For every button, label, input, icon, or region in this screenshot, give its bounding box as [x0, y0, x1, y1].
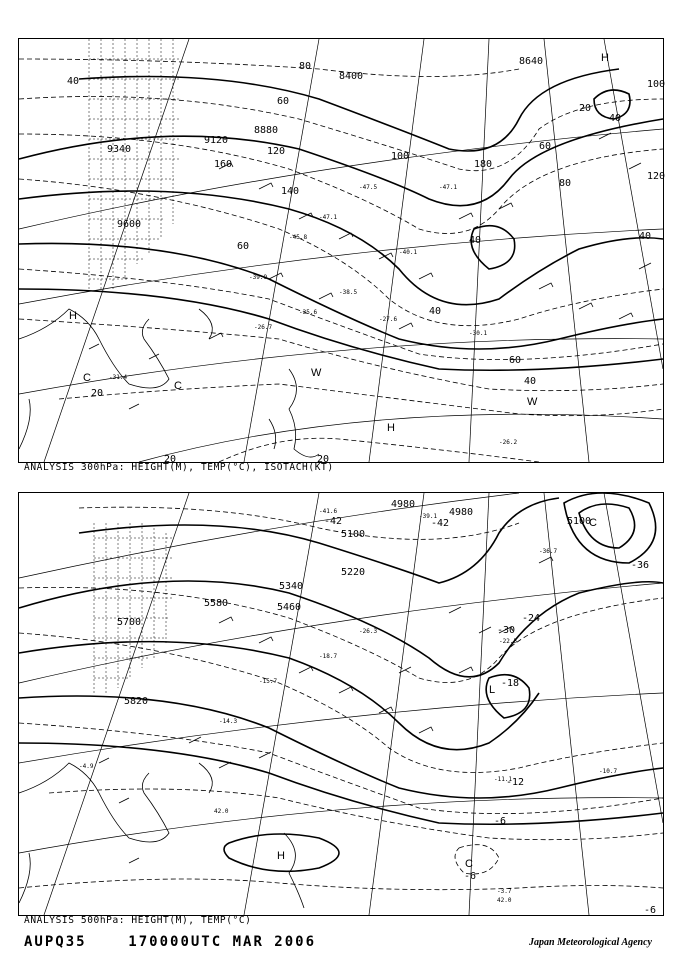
chart-identifier	[24, 934, 316, 950]
height-labels-500	[117, 499, 591, 707]
caption-300hpa: ANALYSIS 300hPa: HEIGHT(M), TEMP(°C), ISOTACH(KT)	[24, 462, 334, 473]
height-labels-300	[107, 56, 543, 230]
station-value: -31.4	[109, 374, 128, 381]
isotach-label: 100	[391, 151, 410, 162]
isotach-labels-300	[67, 61, 665, 465]
station-values-300	[109, 184, 517, 446]
height-label: 9340	[107, 144, 132, 155]
station-value: -40.1	[399, 249, 418, 256]
isotach-label: 40	[639, 231, 652, 242]
center-symbol: H	[277, 850, 285, 862]
height-label: 8400	[339, 71, 364, 82]
isotach-label: 20	[317, 454, 330, 465]
station-value: -47.5	[359, 184, 378, 191]
station-value: 42.0	[497, 897, 512, 904]
temp-label: -30	[497, 625, 516, 636]
height-label: 5220	[341, 567, 366, 578]
caption-500hpa: ANALYSIS 500hPa: HEIGHT(M), TEMP(°C)	[24, 915, 252, 926]
center-symbol: C	[465, 858, 473, 870]
isotach-label: 160	[214, 159, 233, 170]
station-value: -47.1	[319, 214, 338, 221]
temp-label: -36	[631, 560, 650, 571]
station-value: -45.8	[289, 234, 308, 241]
height-label: 5580	[204, 598, 229, 609]
isotach-label: 80	[559, 178, 572, 189]
graticule-500	[19, 493, 663, 915]
station-value: -4.9	[79, 763, 94, 770]
height-label: 5100	[567, 516, 592, 527]
center-symbol: W	[311, 367, 322, 379]
station-value: -26.7	[254, 324, 273, 331]
height-label: 8880	[254, 125, 279, 136]
agency-credit: Japan Meteorological Agency	[529, 937, 652, 948]
center-symbol: H	[601, 52, 609, 64]
temp-label: -24	[522, 613, 541, 624]
map-300hpa	[19, 39, 666, 465]
height-label: 9600	[117, 219, 142, 230]
center-symbol: C	[83, 372, 91, 384]
isotach-label: 100	[647, 79, 666, 90]
station-value: -22.5	[499, 638, 518, 645]
height-label: 5700	[117, 617, 142, 628]
isotach-contours-300	[19, 59, 666, 462]
center-symbol: C	[589, 517, 597, 529]
height-label: 9120	[204, 135, 229, 146]
temp-label: -42	[431, 518, 450, 529]
isotach-label: 20	[91, 388, 104, 399]
isotach-label: 40	[429, 306, 442, 317]
chart-300hpa	[18, 38, 664, 463]
height-label: 5460	[277, 602, 302, 613]
chart-500hpa	[18, 492, 664, 916]
isotach-label: 180	[474, 159, 493, 170]
center-symbol: H	[69, 310, 77, 322]
isotach-label: 120	[267, 146, 286, 157]
height-contours-500	[19, 493, 663, 871]
height-label: 4980	[449, 507, 474, 518]
isotach-label: 40	[609, 113, 622, 124]
temp-label: -18	[501, 678, 520, 689]
station-value: -36.7	[539, 548, 558, 555]
station-value: -41.6	[319, 508, 338, 515]
isotach-label: 60	[509, 355, 522, 366]
station-value: -26.3	[359, 628, 378, 635]
station-value: -10.7	[599, 768, 618, 775]
station-value: -35.6	[299, 309, 318, 316]
chart-code: AUPQ35	[24, 934, 87, 950]
station-value: -38.5	[339, 289, 358, 296]
station-value: -39.1	[419, 513, 438, 520]
station-value: -47.1	[439, 184, 458, 191]
isotach-label: 20	[579, 103, 592, 114]
center-symbol: L	[489, 684, 496, 696]
temp-label: -6	[464, 871, 477, 882]
wind-barbs-500	[99, 557, 553, 863]
map-500hpa	[19, 493, 663, 915]
station-value: -39.9	[249, 274, 268, 281]
height-label: 5340	[279, 581, 304, 592]
isotach-label: 80	[299, 61, 312, 72]
station-value: -18.7	[319, 653, 338, 660]
isotach-label: 40	[67, 76, 80, 87]
centers-500	[277, 517, 597, 870]
coastline-300	[19, 309, 319, 457]
station-value: -15.7	[259, 678, 278, 685]
isotach-label: 60	[277, 96, 290, 107]
station-value: -30.1	[469, 330, 488, 337]
temp-label: -12	[506, 777, 525, 788]
isotach-label: 40	[524, 376, 537, 387]
center-symbol: C	[174, 380, 182, 392]
temp-label: -6	[494, 816, 507, 827]
valid-time: 170000UTC MAR 2006	[128, 934, 317, 950]
station-value: -14.3	[219, 718, 238, 725]
height-label: 5100	[341, 529, 366, 540]
isotach-label: 60	[539, 141, 552, 152]
station-value: -27.6	[379, 316, 398, 323]
graticule-300	[19, 39, 666, 462]
isotach-label: 20	[164, 454, 177, 465]
station-value: -11.1	[494, 776, 513, 783]
center-symbol: H	[387, 422, 395, 434]
isotach-label: 120	[647, 171, 666, 182]
station-value: -26.2	[499, 439, 518, 446]
station-value: -3.7	[497, 888, 512, 895]
height-label: 8640	[519, 56, 544, 67]
height-label: 5820	[124, 696, 149, 707]
isotach-label: 60	[237, 241, 250, 252]
temp-label: -6	[644, 905, 657, 916]
center-symbol: W	[527, 396, 538, 408]
isotach-label: 40	[469, 235, 482, 246]
temp-label: -42	[324, 516, 343, 527]
height-label: 4980	[391, 499, 416, 510]
station-value: 42.0	[214, 808, 229, 815]
temp-labels-500	[324, 516, 656, 916]
isotach-label: 140	[281, 186, 300, 197]
